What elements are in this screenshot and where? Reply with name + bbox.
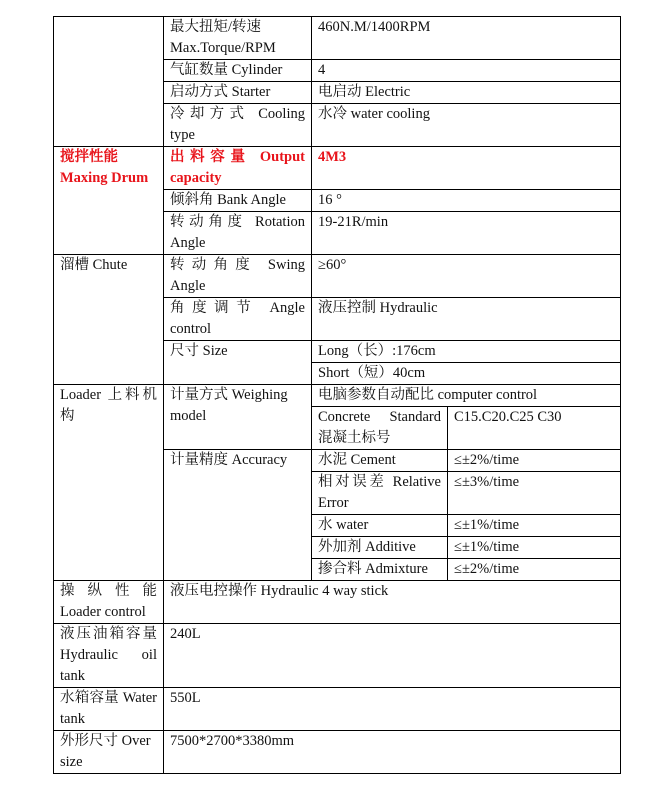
table-row <box>54 688 621 731</box>
output-label: 出料容量 Output capacity <box>164 147 312 190</box>
accuracy-item-name: 掺合料 Admixture <box>312 559 448 581</box>
cooling-value: 水冷 water cooling <box>312 104 621 147</box>
loader-section-label: Loader 上料机构 <box>54 385 164 581</box>
table-row <box>54 624 621 688</box>
starter-label: 启动方式 Starter <box>164 82 312 104</box>
oil-tank-label: 液压油箱容量 Hydraulic oil tank <box>54 624 164 688</box>
accuracy-item-value: ≤±2%/time <box>448 450 621 472</box>
concrete-standard-label: Concrete Standard 混凝土标号 <box>312 407 448 450</box>
bank-angle-label: 倾斜角 Bank Angle <box>164 190 312 212</box>
chute-size-short: Short（短）40cm <box>312 363 621 385</box>
starter-value: 电启动 Electric <box>312 82 621 104</box>
weighing-value: 电脑参数自动配比 computer control <box>312 385 621 407</box>
accuracy-label: 计量精度 Accuracy <box>164 450 312 581</box>
table-row <box>54 17 621 60</box>
table-row <box>54 581 621 624</box>
swing-angle-value: ≥60° <box>312 255 621 298</box>
engine-section-cell <box>54 17 164 147</box>
accuracy-item-name: 水 water <box>312 515 448 537</box>
bank-angle-value: 16 ° <box>312 190 621 212</box>
torque-label: 最大扭矩/转速 Max.Torque/RPM <box>164 17 312 60</box>
cylinder-label: 气缸数量 Cylinder <box>164 60 312 82</box>
accuracy-item-value: ≤±1%/time <box>448 537 621 559</box>
cooling-label: 冷却方式 Cooling type <box>164 104 312 147</box>
oil-tank-value: 240L <box>164 624 621 688</box>
chute-size-label: 尺寸 Size <box>164 341 312 385</box>
accuracy-item-name: 相对误差 Relative Error <box>312 472 448 515</box>
table-row <box>54 147 621 190</box>
cylinder-value: 4 <box>312 60 621 82</box>
drum-section-label: 搅拌性能 Maxing Drum <box>54 147 164 255</box>
torque-value: 460N.M/1400RPM <box>312 17 621 60</box>
concrete-standard-value: C15.C20.C25 C30 <box>448 407 621 450</box>
over-size-value: 7500*2700*3380mm <box>164 731 621 774</box>
table-row <box>54 385 621 407</box>
spec-table <box>53 16 621 774</box>
accuracy-item-value: ≤±2%/time <box>448 559 621 581</box>
accuracy-item-name: 水泥 Cement <box>312 450 448 472</box>
table-row <box>54 255 621 298</box>
water-tank-value: 550L <box>164 688 621 731</box>
rotation-angle-label: 转动角度 Rotation Angle <box>164 212 312 255</box>
chute-size-long: Long（长）:176cm <box>312 341 621 363</box>
over-size-label: 外形尺寸 Over size <box>54 731 164 774</box>
swing-angle-label: 转动角度 Swing Angle <box>164 255 312 298</box>
output-value: 4M3 <box>312 147 621 190</box>
angle-control-label: 角度调节 Angle control <box>164 298 312 341</box>
angle-control-value: 液压控制 Hydraulic <box>312 298 621 341</box>
loader-control-label: 操纵性能 Loader control <box>54 581 164 624</box>
water-tank-label: 水箱容量 Water tank <box>54 688 164 731</box>
accuracy-item-value: ≤±3%/time <box>448 472 621 515</box>
chute-section-label: 溜槽 Chute <box>54 255 164 385</box>
loader-control-value: 液压电控操作 Hydraulic 4 way stick <box>164 581 621 624</box>
rotation-angle-value: 19-21R/min <box>312 212 621 255</box>
table-row <box>54 731 621 774</box>
weighing-label: 计量方式 Weighing model <box>164 385 312 450</box>
accuracy-item-value: ≤±1%/time <box>448 515 621 537</box>
accuracy-item-name: 外加剂 Additive <box>312 537 448 559</box>
